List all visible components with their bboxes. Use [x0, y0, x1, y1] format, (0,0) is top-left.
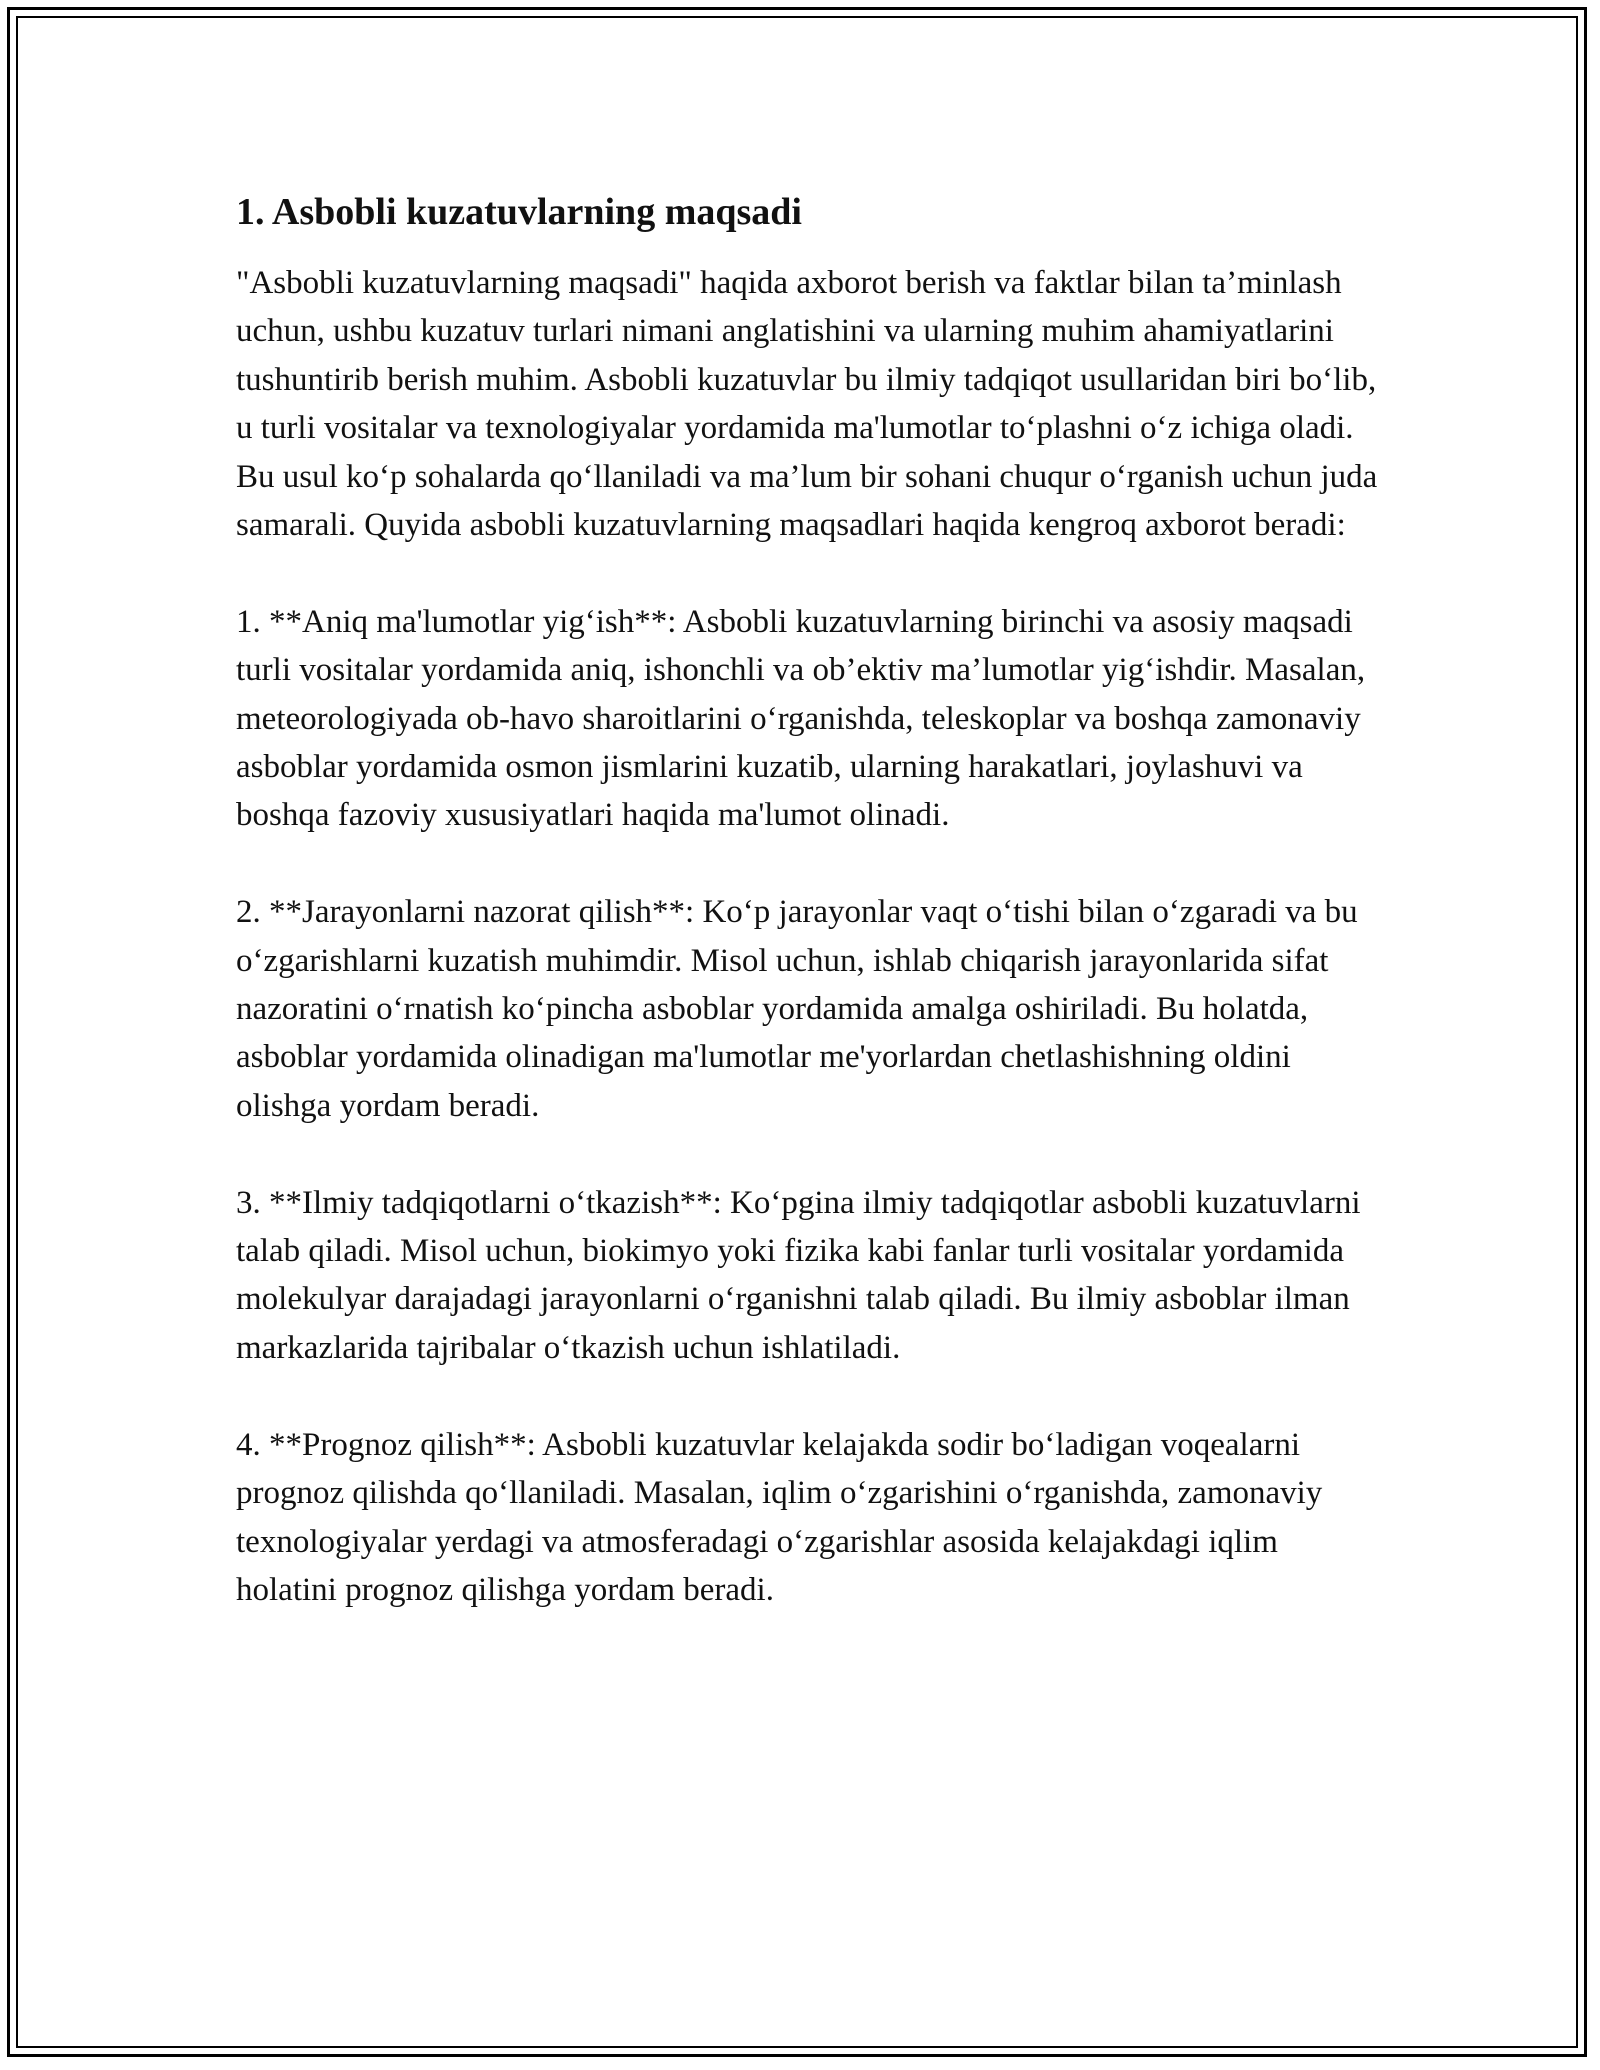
list-item-paragraph-4: 4. **Prognoz qilish**: Asbobli kuzatuvlar kelajakda sodir bo‘ladigan voqealarni prognoz qilishda qo‘llaniladi. Masalan, iqlim o‘zgarishini o‘rganishda, zamonaviy texnologiyalar yerdagi va atmosferadagi o‘zgarishlar asosida kelajakdagi iqlim holatini prognoz qilishga yordam beradi.: [236, 1426, 1323, 1608]
list-item-paragraph-2: 2. **Jarayonlarni nazorat qilish**: Ko‘p jarayonlar vaqt o‘tishi bilan o‘zgaradi va bu o‘zgarishlarni kuzatish muhimdir. Misol uchun, ishlab chiqarish jarayonlarida sifat nazoratini o‘rnatish ko‘pincha asboblar yordamida amalga oshiriladi. Bu holatda, asboblar yordamida olinadigan ma'lumotlar me'yorlardan chetlashishning oldini olishga yordam beradi.: [236, 894, 1358, 1124]
intro-paragraph: "Asbobli kuzatuvlarning maqsadi" haqida axborot berish va faktlar bilan ta’minlash uchun, ushbu kuzatuv turlari nimani anglatishini va ularning muhim ahamiyatlarini tushuntirib berish muhim. Asbobli kuzatuvlar bu ilmiy tadqiqot usullaridan biri bo‘lib, u turli vositalar va texnologiyalar yordamida ma'lumotlar to‘plashni o‘z ichiga oladi. Bu usul ko‘p sohalarda qo‘llaniladi va ma’lum bir sohani chuqur o‘rganish uchun juda samarali. Quyida asbobli kuzatuvlarning maqsadlari haqida kengroq axborot beradi:: [236, 265, 1378, 544]
document-body: [236, 185, 1386, 1614]
list-item-paragraph-3: 3. **Ilmiy tadqiqotlarni o‘tkazish**: Ko‘pgina ilmiy tadqiqotlar asbobli kuzatuvlarni talab qiladi. Misol uchun, biokimyo yoki fizika kabi fanlar turli vositalar yordamida molekulyar darajadagi jarayonlarni o‘rganishni talab qiladi. Bu ilmiy asboblar ilman markazlarida tajribalar o‘tkazish uchun ishlatiladi.: [236, 1184, 1361, 1366]
section-heading: 1. Asbobli kuzatuvlarning maqsadi: [236, 191, 802, 233]
list-item-paragraph-1: 1. **Aniq ma'lumotlar yig‘ish**: Asbobli kuzatuvlarning birinchi va asosiy maqsadi turli vositalar yordamida aniq, ishonchli va ob’ektiv ma’lumotlar yig‘ishdir. Masalan, meteorologiyada ob-havo sharoitlarini o‘rganishda, teleskoplar va boshqa zamonaviy asboblar yordamida osmon jismlarini kuzatib, ularning harakatlari, joylashuvi va boshqa fazoviy xususiyatlari haqida ma'lumot olinadi.: [236, 603, 1366, 834]
